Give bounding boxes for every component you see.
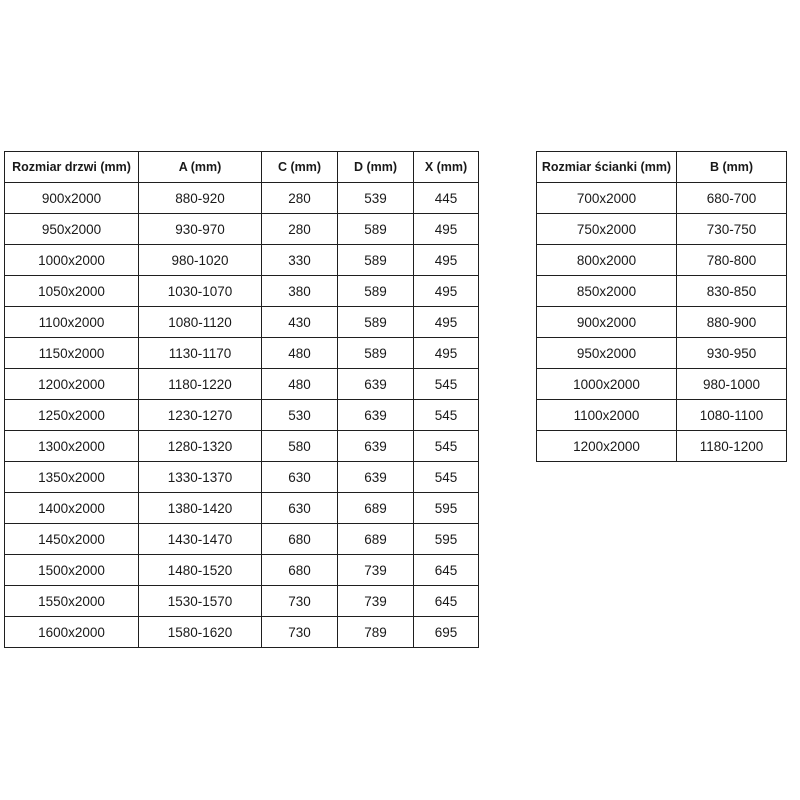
table-cell: 680-700 xyxy=(677,183,787,214)
table-cell: 480 xyxy=(262,338,338,369)
table-row xyxy=(537,276,787,307)
column-header: A (mm) xyxy=(139,152,262,183)
column-header: D (mm) xyxy=(338,152,414,183)
table-cell: 1280-1320 xyxy=(139,431,262,462)
table-cell: 780-800 xyxy=(677,245,787,276)
table-cell: 545 xyxy=(414,431,479,462)
table-cell: 589 xyxy=(338,214,414,245)
table-cell: 1400x2000 xyxy=(5,493,139,524)
table-cell: 595 xyxy=(414,524,479,555)
table-cell: 1350x2000 xyxy=(5,462,139,493)
table-cell: 330 xyxy=(262,245,338,276)
table-cell: 539 xyxy=(338,183,414,214)
table-cell: 480 xyxy=(262,369,338,400)
table-cell: 1330-1370 xyxy=(139,462,262,493)
table-cell: 639 xyxy=(338,462,414,493)
table-cell: 1200x2000 xyxy=(537,431,677,462)
table-row xyxy=(5,400,479,431)
wall-size-table xyxy=(536,151,787,462)
table-header-row xyxy=(537,152,787,183)
table-row xyxy=(537,245,787,276)
table-cell: 580 xyxy=(262,431,338,462)
table-cell: 880-920 xyxy=(139,183,262,214)
table-row xyxy=(5,214,479,245)
table-cell: 445 xyxy=(414,183,479,214)
table-cell: 1180-1200 xyxy=(677,431,787,462)
wall-size-table-head xyxy=(537,152,787,183)
table-cell: 595 xyxy=(414,493,479,524)
table-row xyxy=(5,307,479,338)
table-row xyxy=(537,214,787,245)
column-header: Rozmiar ścianki (mm) xyxy=(537,152,677,183)
table-row xyxy=(5,245,479,276)
table-cell: 545 xyxy=(414,400,479,431)
table-cell: 950x2000 xyxy=(537,338,677,369)
table-cell: 1000x2000 xyxy=(5,245,139,276)
table-cell: 850x2000 xyxy=(537,276,677,307)
table-cell: 1530-1570 xyxy=(139,586,262,617)
table-cell: 495 xyxy=(414,338,479,369)
table-cell: 1030-1070 xyxy=(139,276,262,307)
table-cell: 1000x2000 xyxy=(537,369,677,400)
table-cell: 730 xyxy=(262,617,338,648)
table-cell: 495 xyxy=(414,214,479,245)
door-size-table xyxy=(4,151,479,648)
table-cell: 495 xyxy=(414,245,479,276)
table-cell: 800x2000 xyxy=(537,245,677,276)
table-cell: 280 xyxy=(262,183,338,214)
table-row xyxy=(5,369,479,400)
table-cell: 980-1000 xyxy=(677,369,787,400)
table-cell: 1080-1120 xyxy=(139,307,262,338)
table-cell: 1600x2000 xyxy=(5,617,139,648)
table-row xyxy=(537,183,787,214)
table-cell: 930-950 xyxy=(677,338,787,369)
table-cell: 645 xyxy=(414,586,479,617)
table-row xyxy=(5,276,479,307)
table-row xyxy=(5,338,479,369)
table-cell: 680 xyxy=(262,555,338,586)
table-cell: 789 xyxy=(338,617,414,648)
table-cell: 700x2000 xyxy=(537,183,677,214)
door-size-table-head xyxy=(5,152,479,183)
table-row xyxy=(5,493,479,524)
table-cell: 1580-1620 xyxy=(139,617,262,648)
table-row xyxy=(537,431,787,462)
table-cell: 530 xyxy=(262,400,338,431)
table-row xyxy=(5,183,479,214)
table-cell: 545 xyxy=(414,462,479,493)
table-row xyxy=(537,338,787,369)
table-cell: 495 xyxy=(414,307,479,338)
wall-size-table-body xyxy=(537,183,787,462)
table-cell: 1250x2000 xyxy=(5,400,139,431)
table-cell: 1200x2000 xyxy=(5,369,139,400)
table-cell: 750x2000 xyxy=(537,214,677,245)
table-row xyxy=(5,555,479,586)
column-header: B (mm) xyxy=(677,152,787,183)
table-cell: 630 xyxy=(262,493,338,524)
table-cell: 589 xyxy=(338,276,414,307)
table-cell: 589 xyxy=(338,338,414,369)
table-cell: 630 xyxy=(262,462,338,493)
table-row xyxy=(5,524,479,555)
table-cell: 1130-1170 xyxy=(139,338,262,369)
table-row xyxy=(5,586,479,617)
table-cell: 1450x2000 xyxy=(5,524,139,555)
table-cell: 1380-1420 xyxy=(139,493,262,524)
table-cell: 689 xyxy=(338,493,414,524)
table-cell: 430 xyxy=(262,307,338,338)
table-cell: 730-750 xyxy=(677,214,787,245)
table-row xyxy=(537,400,787,431)
table-cell: 830-850 xyxy=(677,276,787,307)
table-cell: 380 xyxy=(262,276,338,307)
table-cell: 1180-1220 xyxy=(139,369,262,400)
table-row xyxy=(5,617,479,648)
table-cell: 280 xyxy=(262,214,338,245)
table-cell: 1430-1470 xyxy=(139,524,262,555)
table-cell: 545 xyxy=(414,369,479,400)
table-cell: 1100x2000 xyxy=(537,400,677,431)
table-cell: 739 xyxy=(338,555,414,586)
table-cell: 950x2000 xyxy=(5,214,139,245)
table-cell: 900x2000 xyxy=(5,183,139,214)
column-header: C (mm) xyxy=(262,152,338,183)
table-cell: 639 xyxy=(338,369,414,400)
table-cell: 589 xyxy=(338,307,414,338)
table-header-row xyxy=(5,152,479,183)
table-cell: 739 xyxy=(338,586,414,617)
table-cell: 495 xyxy=(414,276,479,307)
table-cell: 639 xyxy=(338,431,414,462)
table-cell: 1300x2000 xyxy=(5,431,139,462)
table-cell: 900x2000 xyxy=(537,307,677,338)
table-row xyxy=(537,369,787,400)
table-cell: 1500x2000 xyxy=(5,555,139,586)
table-cell: 689 xyxy=(338,524,414,555)
table-cell: 1050x2000 xyxy=(5,276,139,307)
table-cell: 1100x2000 xyxy=(5,307,139,338)
table-cell: 980-1020 xyxy=(139,245,262,276)
table-cell: 695 xyxy=(414,617,479,648)
table-cell: 589 xyxy=(338,245,414,276)
table-row xyxy=(5,462,479,493)
column-header: Rozmiar drzwi (mm) xyxy=(5,152,139,183)
door-size-table-body xyxy=(5,183,479,648)
table-cell: 930-970 xyxy=(139,214,262,245)
table-cell: 880-900 xyxy=(677,307,787,338)
table-row xyxy=(5,431,479,462)
table-cell: 1080-1100 xyxy=(677,400,787,431)
table-cell: 680 xyxy=(262,524,338,555)
table-cell: 645 xyxy=(414,555,479,586)
table-row xyxy=(537,307,787,338)
table-cell: 1230-1270 xyxy=(139,400,262,431)
table-cell: 730 xyxy=(262,586,338,617)
table-cell: 1480-1520 xyxy=(139,555,262,586)
table-cell: 639 xyxy=(338,400,414,431)
table-cell: 1150x2000 xyxy=(5,338,139,369)
column-header: X (mm) xyxy=(414,152,479,183)
table-cell: 1550x2000 xyxy=(5,586,139,617)
